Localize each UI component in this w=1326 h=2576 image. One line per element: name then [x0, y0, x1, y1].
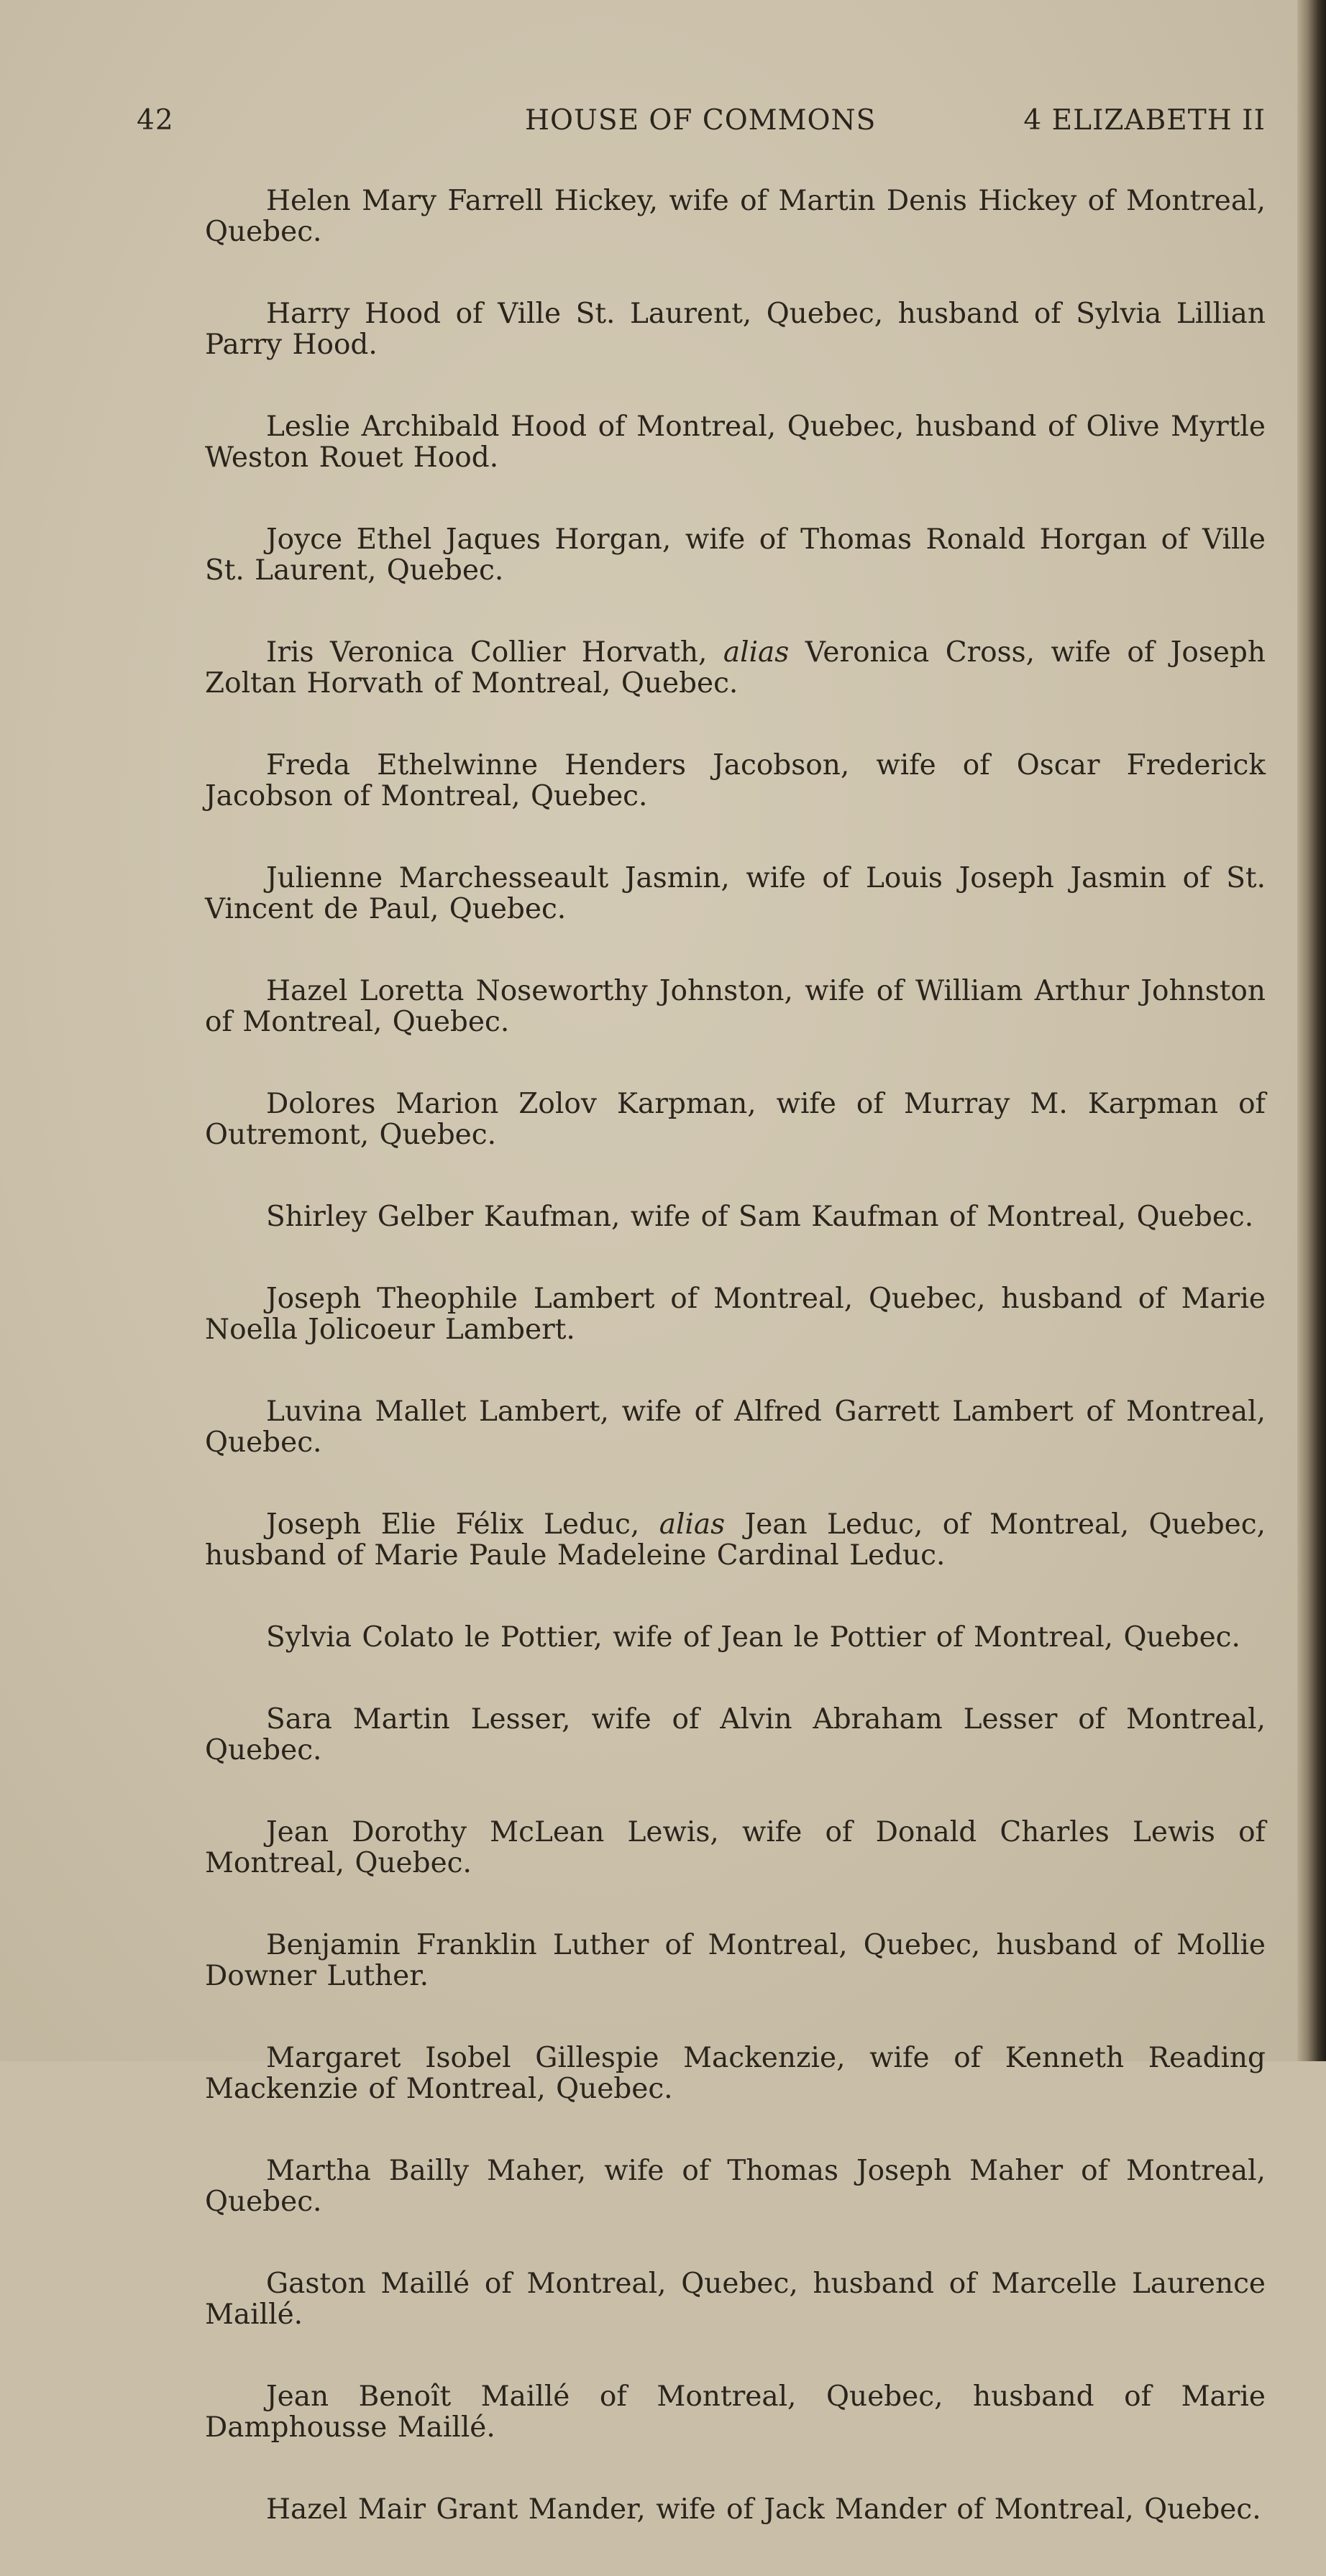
alias-term: alias	[659, 1508, 726, 1541]
entry: Harry Hood of Ville St. Laurent, Quebec, husband of Sylvia Lillian Parry Hood.	[205, 298, 1266, 361]
entry: Joyce Ethel Jaques Horgan, wife of Thomas Ronald Horgan of Ville St. Laurent, Quebec.	[205, 523, 1266, 587]
page-number: 42	[137, 104, 174, 137]
entry: Joseph Theophile Lambert of Montreal, Quebec, husband of Marie Noella Jolicoeur Lambert.	[205, 1283, 1266, 1346]
entry: Sara Martin Lesser, wife of Alvin Abraham Lesser of Montreal, Quebec.	[205, 1703, 1266, 1766]
entry: Sylvia Colato le Pottier, wife of Jean le Pottier of Montreal, Quebec.	[266, 1621, 1240, 1654]
entry: Gaston Maillé of Montreal, Quebec, husband of Marcelle Laurence Maillé.	[205, 2268, 1266, 2331]
entry: Benjamin Franklin Luther of Montreal, Quebec, husband of Mollie Downer Luther.	[205, 1929, 1266, 1992]
entry: Shirley Gelber Kaufman, wife of Sam Kaufman of Montreal, Quebec.	[266, 1201, 1254, 1233]
entry: Iris Veronica Collier Horvath, alias Veronica Cross, wife of Joseph Zoltan Horvath of Montreal, Quebec.	[205, 636, 1266, 700]
entry: Helen Mary Farrell Hickey, wife of Martin Denis Hickey of Montreal, Quebec.	[205, 185, 1266, 248]
entry: Freda Ethelwinne Henders Jacobson, wife of Oscar Frederick Jacobson of Montreal, Quebec.	[205, 749, 1266, 812]
alias-term: alias	[723, 636, 790, 669]
entry: Jean Benoît Maillé of Montreal, Quebec, husband of Marie Damphousse Maillé.	[205, 2380, 1266, 2444]
entry: Julienne Marchesseault Jasmin, wife of Louis Joseph Jasmin of St. Vincent de Paul, Quebec.	[205, 862, 1266, 925]
book-spine-edge	[1297, 0, 1326, 2061]
entry: Jean Dorothy McLean Lewis, wife of Donald Charles Lewis of Montreal, Quebec.	[205, 1816, 1266, 1879]
entry: Margaret Isobel Gillespie Mackenzie, wife of Kenneth Reading Mackenzie of Montreal, Quebec.	[205, 2042, 1266, 2105]
entry: Joseph Elie Félix Leduc, alias Jean Leduc, of Montreal, Quebec, husband of Marie Paule Madeleine Cardinal Leduc.	[205, 1508, 1266, 1572]
running-header	[137, 104, 1266, 140]
entry: Hazel Mair Grant Mander, wife of Jack Mander of Montreal, Quebec.	[266, 2493, 1261, 2526]
regnal-year: 4 ELIZABETH II	[1023, 104, 1266, 137]
entry-list	[205, 185, 1266, 2576]
entry: Hazel Loretta Noseworthy Johnston, wife of William Arthur Johnston of Montreal, Quebec.	[205, 975, 1266, 1038]
entry: Luvina Mallet Lambert, wife of Alfred Garrett Lambert of Montreal, Quebec.	[205, 1395, 1266, 1459]
entry: Martha Bailly Maher, wife of Thomas Joseph Maher of Montreal, Quebec.	[205, 2155, 1266, 2218]
running-title: HOUSE OF COMMONS	[525, 104, 877, 137]
entry: Dolores Marion Zolov Karpman, wife of Murray M. Karpman of Outremont, Quebec.	[205, 1088, 1266, 1151]
entry: Leslie Archibald Hood of Montreal, Quebec, husband of Olive Myrtle Weston Rouet Hood.	[205, 411, 1266, 474]
